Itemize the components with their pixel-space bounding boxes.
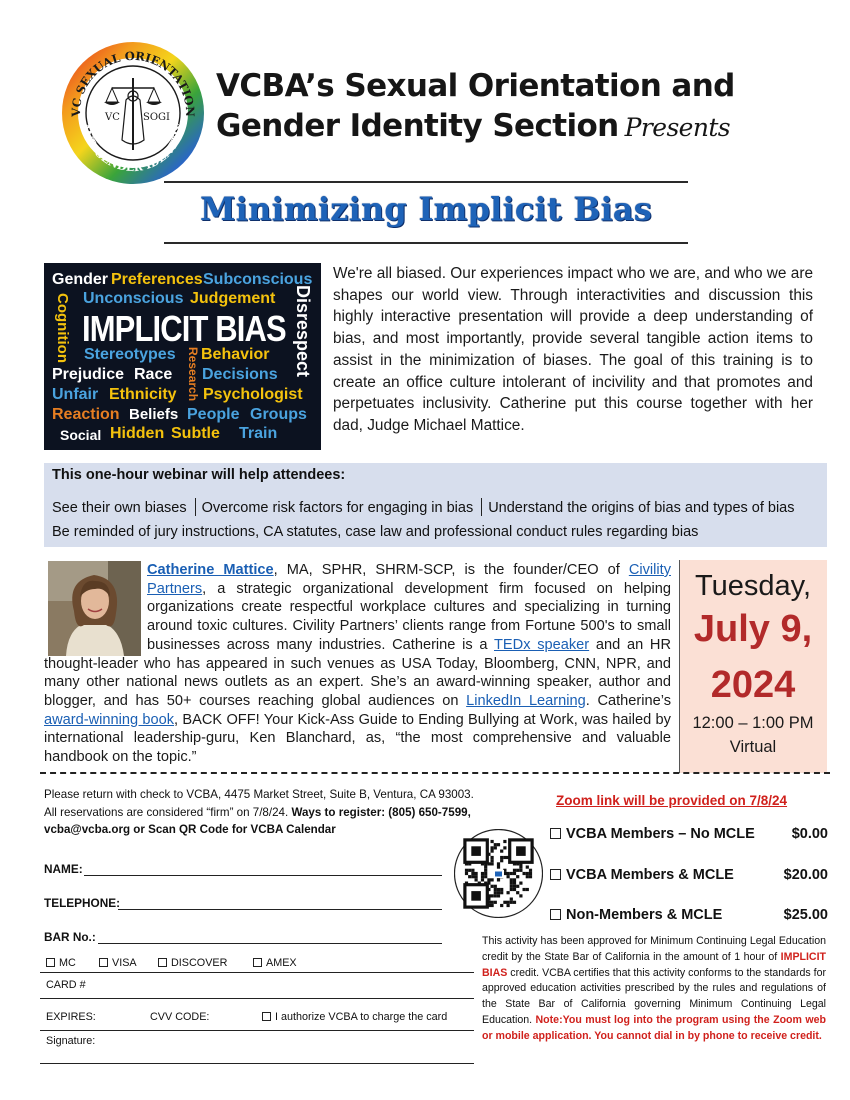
checkbox-icon[interactable] <box>253 958 262 967</box>
benefit-item: Overcome risk factors for engaging in bias <box>201 500 474 516</box>
card-type-visa[interactable]: VISA <box>99 957 137 969</box>
event-date: July 9, <box>693 608 813 650</box>
word-cloud-word: Ethnicity <box>109 386 177 403</box>
checkbox-icon[interactable] <box>46 958 55 967</box>
event-time: 12:00 – 1:00 PM <box>692 714 814 732</box>
bar-number-field[interactable] <box>98 943 442 944</box>
checkbox-icon[interactable] <box>158 958 167 967</box>
logo-ring-bottom: AND GENDER IDENTITY <box>78 121 188 175</box>
cvv-label: CVV CODE: <box>150 1011 210 1023</box>
word-cloud-word: People <box>187 406 240 423</box>
benefit-item: Understand the origins of bias and types of bias <box>488 500 795 516</box>
word-cloud-word: Subtle <box>171 425 220 442</box>
word-cloud-word: Research <box>186 347 200 402</box>
event-title: Minimizing Implicit Bias <box>200 190 652 228</box>
price-option-members-no-mcle[interactable]: VCBA Members – No MCLE $0.00 <box>550 826 828 842</box>
word-cloud-word: Disrespect <box>293 285 313 378</box>
signature-field[interactable] <box>40 1063 474 1064</box>
price-option-members-mcle[interactable]: VCBA Members & MCLE $20.00 <box>550 867 828 883</box>
checkbox-icon[interactable] <box>550 909 561 920</box>
section-title <box>216 66 836 148</box>
benefits-heading: This one-hour webinar will help attendees: <box>52 467 346 483</box>
logo-sogi: SOGI <box>143 112 170 123</box>
title-rule-bottom <box>164 242 688 244</box>
word-cloud-word: Subconscious <box>203 271 313 288</box>
benefit-item: See their own biases <box>52 500 187 516</box>
zoom-link-note: Zoom link will be provided on 7/8/24 <box>556 793 788 808</box>
event-year: 2024 <box>710 664 796 706</box>
form-divider <box>40 972 474 973</box>
linkedin-learning-link[interactable]: LinkedIn Learning <box>466 692 586 709</box>
event-day: Tuesday, <box>694 570 812 602</box>
authorize-charge[interactable]: I authorize VCBA to charge the card <box>262 1011 447 1023</box>
event-format: Virtual <box>729 738 777 756</box>
name-field[interactable] <box>84 875 442 876</box>
card-number-field[interactable] <box>40 998 474 999</box>
word-cloud-word: Hidden <box>110 425 165 442</box>
benefits-row-1 <box>52 498 795 516</box>
qr-code[interactable] <box>454 829 543 918</box>
word-cloud-word: IMPLICIT BIAS <box>82 308 286 349</box>
logo-ring-top: VC SEXUAL ORIENTATION <box>68 48 198 117</box>
tedx-speaker-link[interactable]: TEDx speaker <box>494 636 590 653</box>
speaker-name-link[interactable]: Catherine Mattice <box>147 562 274 578</box>
word-cloud-word: Cognition <box>54 293 71 363</box>
word-cloud-word: Social <box>60 427 102 443</box>
card-number-label: CARD # <box>46 979 86 991</box>
word-cloud-word: Unfair <box>52 386 99 403</box>
intro-paragraph: We're all biased. Our experiences impact who we are, and who we are shapes our world view. Through interactivities and discussion this highly interactive presentation will provide a deep understanding of bias, and most importantly, provide several tangible action items to assist in the minimization of biases. The goal of this training is to create an office culture intolerant of incivility and that promotes and perpetuates inclusivity. Catherine put this course together with her dad, Judge Michael Mattice. <box>333 265 814 434</box>
telephone-field[interactable] <box>118 909 442 910</box>
card-type-amex[interactable]: AMEX <box>253 957 297 969</box>
logo-vc: VC <box>105 112 120 123</box>
word-cloud-word: Groups <box>250 406 307 423</box>
implicit-bias-word-cloud <box>44 263 321 450</box>
word-cloud-word: Unconscious <box>83 290 184 307</box>
word-cloud-word: Decisions <box>202 366 278 383</box>
word-cloud-word: Prejudice <box>52 366 125 383</box>
sogi-logo <box>60 40 206 186</box>
title-rule-top <box>164 181 688 183</box>
mcle-statement: This activity has been approved for Minimum Continuing Legal Education credit by the State Bar of California in the amount of 1 hour of IMPLICIT BIAS credit. VCBA certifies that this activity conforms to the standards for approved education activities prescribed by the rules and regulations of the State Bar of California governing Minimum Continuing Legal Education. Note:You must log into the program using the Zoom web or mobile application. You cannot dial in by phone to receive credit. <box>482 935 826 1042</box>
speaker-bio: Catherine Mattice, MA, SPHR, SHRM-SCP, is the founder/CEO of Civility Partners, a strategic organizational development firm focused on helping organizations create respectful workplace cultures and specializing in turning around toxic cultures. Civility Partners’ clients range from Fortune 500's to small businesses across many industries. Catherine is a TEDx speaker and an HR thought-leader who has appeared in such venues as USA Today, Bloomberg, CNN, NPR, and many other national news outlets as an expert. She’s an award-winning speaker, author and blogger, and has 50+ courses reaching global audiences on LinkedIn Learning. Catherine’s award-winning book, BACK OFF! Your Kick-Ass Guide to Ending Bullying at Work, was hailed by international leadership-guru, Ken Blanchard, as, “the most comprehensive and valuable handbook on the topic.” <box>44 562 671 766</box>
price-option-nonmembers-mcle[interactable]: Non-Members & MCLE $25.00 <box>550 907 828 923</box>
word-cloud-word: Stereotypes <box>84 346 176 363</box>
checkbox-icon[interactable] <box>550 828 561 839</box>
card-type-discover[interactable]: DISCOVER <box>158 957 227 969</box>
word-cloud-word: Race <box>134 366 173 383</box>
benefits-row-2 <box>52 524 698 540</box>
checkbox-icon[interactable] <box>550 869 561 880</box>
award-winning-book-link[interactable]: award-winning book <box>44 711 175 728</box>
registration-instructions: Please return with check to VCBA, 4475 Market Street, Suite B, Ventura, CA 93003. All reservations are considered “firm” on 7/8/24. Ways to register: (805) 650-7599, vcba@vcba.org or Scan QR Code for VCBA Calendar <box>44 788 474 837</box>
cut-line <box>40 772 830 774</box>
presents-text: Presents <box>624 113 731 142</box>
word-cloud-word: Psychologist <box>203 386 303 403</box>
section-title-line1: VCBA’s Sexual Orientation and <box>216 68 735 104</box>
bar-number-label: BAR No.: <box>44 930 96 944</box>
expires-label: EXPIRES: <box>46 1011 96 1023</box>
card-type-mc[interactable]: MC <box>46 957 76 969</box>
word-cloud-word: Gender <box>52 271 109 288</box>
word-cloud-word: Beliefs <box>129 406 179 423</box>
checkbox-icon[interactable] <box>99 958 108 967</box>
word-cloud-word: Behavior <box>201 346 270 363</box>
checkbox-icon[interactable] <box>262 1012 271 1021</box>
section-title-line2: Gender Identity Section <box>216 108 619 144</box>
expires-cvv-field[interactable] <box>40 1030 474 1031</box>
civility-partners-link[interactable]: Civility Partners <box>147 562 671 597</box>
telephone-label: TELEPHONE: <box>44 896 121 910</box>
benefit-item: Be reminded of jury instructions, CA statutes, case law and professional conduct rules regarding bias <box>52 524 699 540</box>
name-label: NAME: <box>44 862 83 876</box>
signature-label: Signature: <box>46 1035 96 1047</box>
word-cloud-word: Train <box>239 425 278 442</box>
word-cloud-word: Judgement <box>190 290 276 307</box>
word-cloud-word: Preferences <box>111 271 203 288</box>
word-cloud-word: Reaction <box>52 406 120 423</box>
